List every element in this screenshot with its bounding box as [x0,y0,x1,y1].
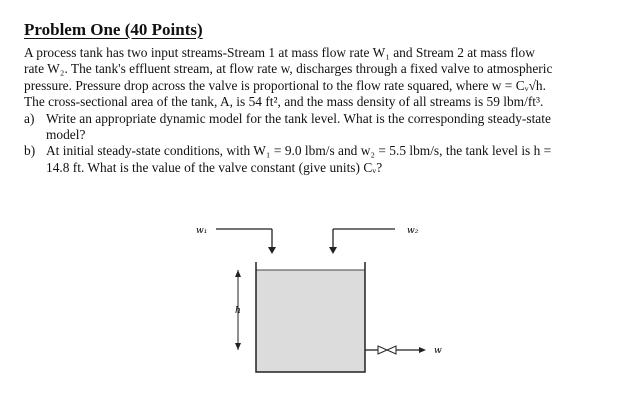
intro-line-4: The cross-sectional area of the tank, A, is 54 ft², and the mass density of all streams is 59 lbm/ft³. [24,94,544,110]
question-b-line-2: 14.8 ft. What is the value of the valve constant (give units) Cᵥ? [46,159,383,175]
valve-left-icon [378,346,387,354]
question-b-label: b) [24,143,36,159]
question-b-line-1: At initial steady-state conditions, with W₁ = 9.0 lbm/s and w₂ = 5.5 lbm/s, the tank level is h = [46,143,552,159]
intro-line-1: A process tank has two input streams-Stream 1 at mass flow rate W₁ and Stream 2 at mass flow [24,45,535,60]
level-down-arrow-icon [235,343,241,350]
w-label: w [434,346,442,356]
problem-title: Problem One (40 Points) [24,20,203,39]
stream1-arrow-icon [268,247,276,254]
question-a-line-2: model? [46,127,86,143]
tank-liquid [256,270,365,372]
outlet-arrow-icon [419,347,426,353]
question-a-label: a) [24,110,35,126]
stream2-arrow-icon [329,247,337,254]
question-a-line-1: Write an appropriate dynamic model for the tank level. What is the corresponding steady-state [46,110,551,126]
w1-label: w₁ [196,226,208,236]
intro-line-2: rate W₂. The tank's effluent stream, at flow rate w, discharges through a fixed valve to atmospheric [24,61,553,77]
valve-right-icon [387,346,396,354]
h-label: h [235,306,241,316]
intro-line-3: pressure. Pressure drop across the valve is proportional to the flow rate squared, where w = Cᵥ√h. [24,77,546,93]
level-up-arrow-icon [235,270,241,277]
w2-label: w₂ [407,226,419,236]
